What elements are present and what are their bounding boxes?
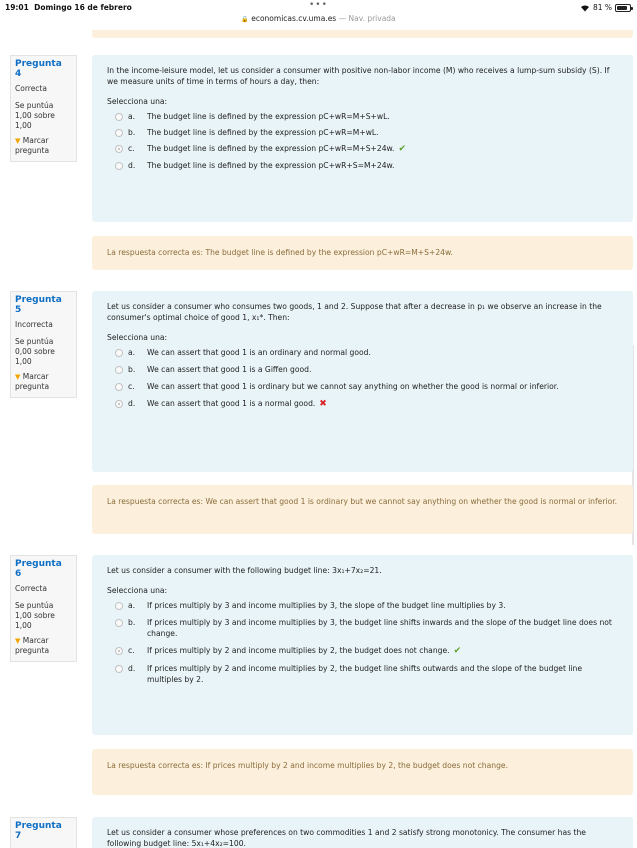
question-text: Let us consider a consumer whose preferences on two commodities 1 and 2 satisfy strong monotonicy. The consumer has the following budget line: 5x₁+4x₂=100. — [107, 828, 586, 848]
flag-question-link[interactable]: ▼ Marcar pregunta — [15, 372, 50, 391]
answer-option[interactable]: d. If prices multiply by 2 and income multiplies by 2, the budget line shifts outwards and the slope of the budget line multiples by 2. — [107, 663, 618, 685]
correct-answer-feedback-4: La respuesta correcta es: The budget line is defined by the expression pC+wR=M+S+24w. — [92, 236, 633, 270]
radio-button[interactable] — [115, 129, 123, 137]
answer-option[interactable]: a. The budget line is defined by the expression pC+wR=M+S+wL. — [107, 111, 618, 122]
url-domain: economicas.cv.uma.es — [251, 14, 337, 23]
answer-option-selected[interactable]: c. If prices multiply by 2 and income multiplies by 2, the budget does not change. ✔ — [107, 645, 618, 657]
question-grade: Se puntúa 0,00 sobre 1,00 — [15, 337, 55, 366]
question-state: Correcta — [15, 84, 47, 93]
answer-prompt: Selecciona una: — [107, 97, 168, 106]
answer-option[interactable]: c. We can assert that good 1 is ordinary but we cannot say anything on whether the good is normal or inferior. — [107, 381, 618, 392]
radio-button[interactable] — [115, 366, 123, 374]
status-time: 19:01 Domingo 16 de febrero — [5, 3, 132, 12]
multitasking-dots-icon[interactable]: ••• — [309, 0, 328, 10]
question-text: Let us consider a consumer with the following budget line: 3x₁+7x₂=21. — [107, 566, 382, 575]
radio-button-checked[interactable] — [115, 647, 123, 655]
private-browsing-label: Nav. privada — [348, 14, 396, 23]
answer-prompt: Selecciona una: — [107, 333, 168, 342]
question-info-5: Pregunta 5 Incorrecta Se puntúa 0,00 sobre 1,00 ▼ Marcar pregunta — [10, 291, 77, 398]
radio-button-checked[interactable] — [115, 145, 123, 153]
radio-button[interactable] — [115, 665, 123, 673]
answer-option[interactable]: b. We can assert that good 1 is a Giffen good. — [107, 364, 618, 375]
answer-option-selected[interactable]: c. The budget line is defined by the expression pC+wR=M+S+24w. ✔ — [107, 143, 618, 155]
question-grade: Se puntúa 1,00 sobre 1,00 — [15, 101, 55, 130]
answer-option[interactable]: a. We can assert that good 1 is an ordinary and normal good. — [107, 347, 618, 358]
radio-button[interactable] — [115, 619, 123, 627]
url-bar[interactable]: 🔒 economicas.cv.uma.es — Nav. privada — [241, 14, 396, 23]
question-content-6 — [92, 555, 633, 735]
question-state: Correcta — [15, 584, 47, 593]
question-info-6: Pregunta 6 Correcta Se puntúa 1,00 sobre 1,00 ▼ Marcar pregunta — [10, 555, 77, 662]
answer-option[interactable]: d. The budget line is defined by the expression pC+wR+S=M+24w. — [107, 160, 618, 171]
radio-button[interactable] — [115, 602, 123, 610]
question-text: Let us consider a consumer who consumes two goods, 1 and 2. Suppose that after a decrease in p₁ we observe an increase in the consumer's optimal choice of good 1, x₁*. Then: — [107, 302, 602, 322]
radio-button[interactable] — [115, 162, 123, 170]
flag-icon: ▼ — [15, 637, 21, 645]
answer-option[interactable]: b. If prices multiply by 3 and income multiplies by 3, the budget line shifts inwards and the slope of the budget line does not change. — [107, 617, 618, 639]
correct-answer-feedback-5: La respuesta correcta es: We can assert that good 1 is ordinary but we cannot say anything on whether the good is normal or inferior. — [92, 485, 633, 534]
incorrect-cross-icon: ✖ — [319, 399, 327, 409]
question-state: Incorrecta — [15, 320, 53, 329]
answer-option[interactable]: b. The budget line is defined by the expression pC+wR=M+wL. — [107, 127, 618, 138]
wifi-icon — [580, 4, 590, 12]
answer-option-selected[interactable]: d. We can assert that good 1 is a normal good. ✖ — [107, 398, 618, 410]
battery-percent: 81 % — [592, 3, 612, 12]
correct-answer-feedback-6: La respuesta correcta es: If prices multiply by 2 and income multiplies by 2, the budget does not change. — [92, 749, 633, 795]
question-content-4 — [92, 55, 633, 222]
radio-button[interactable] — [115, 113, 123, 121]
question-grade: Se puntúa 1,00 sobre 1,00 — [15, 601, 55, 630]
question-content-7 — [92, 817, 633, 848]
flag-icon: ▼ — [15, 137, 21, 145]
question-number: 6 — [15, 569, 22, 579]
flag-icon: ▼ — [15, 373, 21, 381]
question-info-4: Pregunta 4 Correcta Se puntúa 1,00 sobre 1,00 ▼ Marcar pregunta — [10, 55, 77, 162]
answer-prompt: Selecciona una: — [107, 586, 168, 595]
correct-check-icon: ✔ — [453, 646, 462, 656]
lock-icon: 🔒 — [241, 16, 249, 23]
correct-check-icon: ✔ — [398, 144, 407, 154]
radio-button-checked[interactable] — [115, 400, 123, 408]
question-number: 7 — [15, 831, 22, 841]
flag-question-link[interactable]: ▼ Marcar pregunta — [15, 636, 50, 655]
flag-question-link[interactable]: ▼ Marcar pregunta — [15, 136, 50, 155]
question-content-5 — [92, 291, 633, 472]
status-bar — [0, 0, 637, 14]
battery-icon — [615, 4, 631, 12]
radio-button[interactable] — [115, 383, 123, 391]
question-number: 4 — [15, 69, 22, 79]
question-info-7: Pregunta 7 — [10, 817, 77, 848]
question-number: 5 — [15, 305, 22, 315]
previous-feedback-box — [92, 30, 633, 38]
question-text: In the income-leisure model, let us consider a consumer with positive non-labor income (M) who receives a lump-sum subsidy (S). If we measure units of time in terms of hours a day, then: — [107, 66, 610, 86]
answer-option[interactable]: a. If prices multiply by 3 and income multiplies by 3, the slope of the budget line multiplies by 3. — [107, 600, 618, 611]
radio-button[interactable] — [115, 349, 123, 357]
